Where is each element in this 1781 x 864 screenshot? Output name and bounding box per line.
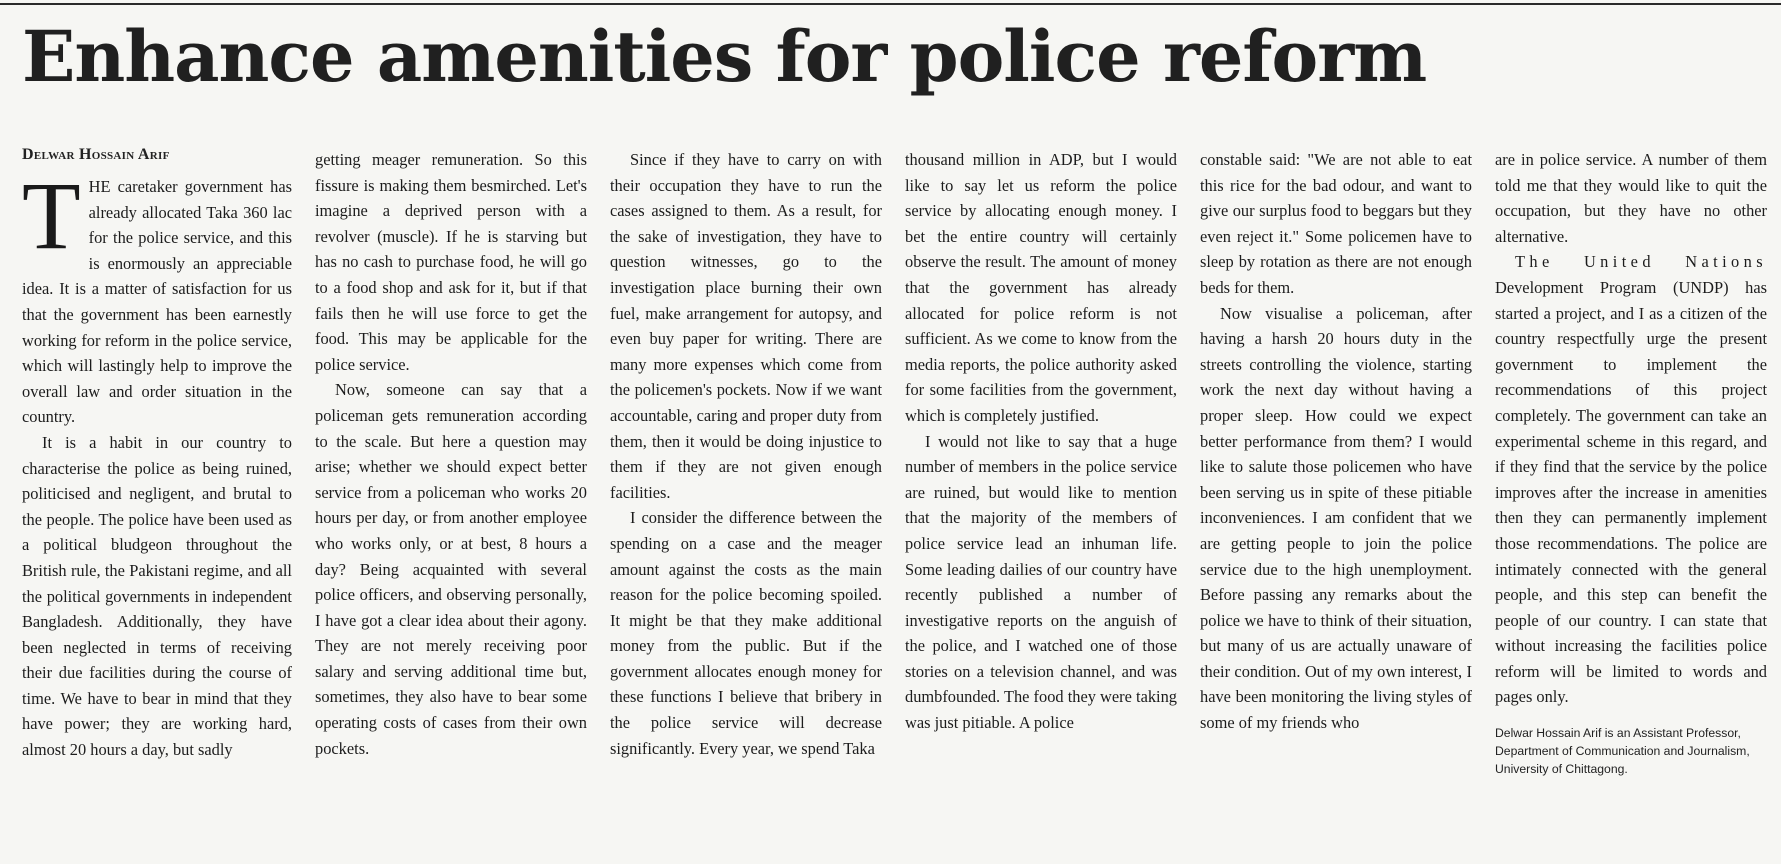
- byline: Delwar Hossain Arif: [22, 146, 170, 163]
- column-5: [1200, 147, 1472, 837]
- column-6-spaced-lead: The United Nations: [1515, 252, 1767, 272]
- column-4: [905, 147, 1177, 837]
- column-5-paragraph-1: constable said: "We are not able to eat this rice for the bad odour, and want to give our surplus food to beggars but they even reject it." Some policemen have to sleep by rotation as there are not enough beds for them.: [1200, 150, 1472, 297]
- column-1-paragraph-1-text: HE caretaker government has already allocated Taka 360 lac for the police service, and this is enormously an appreciable idea. It is a matter of satisfaction for us that the government has been earnestly working for reform in the police service, which will lastingly help to improve the overall law and order situation in the country.: [22, 177, 292, 427]
- column-6: [1495, 147, 1767, 837]
- column-1-paragraph-1: [22, 174, 292, 430]
- author-bio: Delwar Hossain Arif is an Assistant Professor, Department of Communication and Journalism, University of Chittagong.: [1495, 726, 1750, 777]
- column-1-paragraph-2: It is a habit in our country to characterise the police as being ruined, politicised and negligent, and brutal to the people. The police have been used as a political bludgeon throughout the British rule, the Pakistani regime, and all the political governments in independent Bangladesh. Additionally, they have been neglected in terms of receiving their due facilities during the course of time. We have to bear in mind that they have power; they are working hard, almost 20 hours a day, but sadly: [22, 432, 292, 760]
- column-3: [610, 147, 882, 837]
- column-2-paragraph-2: Now, someone can say that a policeman gets remuneration according to the scale. But here a question may arise; whether we should expect better service from a policeman who works 20 hours per day, or from another employee who works only, or at best, 8 hours a day? Being acquainted with several police officers, and observing personally, I have got a clear idea about their agony. They are not merely receiving poor salary and serving additional time but, sometimes, they also have to bear some operating costs of cases from their own pockets.: [315, 380, 587, 758]
- column-6-paragraph-2: [1495, 249, 1767, 710]
- drop-cap: T: [22, 174, 81, 269]
- column-1: [22, 174, 292, 864]
- column-6-paragraph-2-text: Development Program (UNDP) has started a project, and I as a citizen of the country respectfully urge the present government to implement the recommendations of this project completely. The government can take an experimental scheme in this regard, and if they find that the service by the police improves after the increase in amenities then they can permanently implement those recommendations. The police are intimately connected with the general people, and this step can benefit the people of our country. I can state that without increasing the facilities police reform will be limited to words and pages only.: [1495, 277, 1767, 707]
- column-2-paragraph-1: getting meager remuneration. So this fissure is making them besmirched. Let's imagine a deprived person with a revolver (muscle). If he is starving but has no cash to purchase food, he will go to a food shop and ask for it, but if that fails then he will use force to get the food. This may be applicable for the police service.: [315, 150, 587, 374]
- column-2: [315, 147, 587, 837]
- headline: Enhance amenities for police reform: [22, 15, 1427, 98]
- column-4-paragraph-1: thousand million in ADP, but I would like to say let us reform the police service by allocating enough money. I bet the entire country will certainly observe the result. The amount of money that the government has already allocated for police reform is not sufficient. As we come to know from the media reports, the police authority asked for some facilities from the government, which is completely justified.: [905, 150, 1177, 425]
- column-5-paragraph-2: Now visualise a policeman, after having a harsh 20 hours duty in the streets controlling the violence, starting work the next day without having a proper sleep. How could we expect better performance from them? I would like to salute those policemen who have been serving us in spite of these pitiable inconveniences. I am confident that we are getting people to join the police service due to the high unemployment. Before passing any remarks about the police we have to think of their situation, but many of us are actually unaware of their condition. Out of my own interest, I have been monitoring the living styles of some of my friends who: [1200, 303, 1472, 733]
- column-6-paragraph-1: are in police service. A number of them told me that they would like to quit the occupation, but they have no other alternative.: [1495, 150, 1767, 246]
- column-4-paragraph-2: I would not like to say that a huge number of members in the police service are ruined, but would like to mention that the majority of the members of police service lead an inhuman life. Some leading dailies of our country have recently published a number of investigative reports on the anguish of the police, and I watched one of those stories on a television channel, and was dumbfounded. The food they were taking was just pitiable. A police: [905, 431, 1177, 733]
- column-3-paragraph-1: Since if they have to carry on with their occupation they have to run the cases assigned to them. As a result, for the sake of investigation, they have to question witnesses, go to the investigation place burning their own fuel, make arrangement for autopsy, and even buy paper for writing. There are many more expenses which come from the policemen's pockets. Now if we want accountable, caring and proper duty from them, then it would be doing injustice to them if they are not given enough facilities.: [610, 150, 882, 502]
- top-rule: [0, 3, 1781, 5]
- column-3-paragraph-2: I consider the difference between the spending on a case and the meager amount against the costs as the main reason for the police becoming spoiled. It might be that they make additional money from the public. But if the government allocates enough money for these functions I believe that bribery in the police service will decrease significantly. Every year, we spend Taka: [610, 508, 882, 758]
